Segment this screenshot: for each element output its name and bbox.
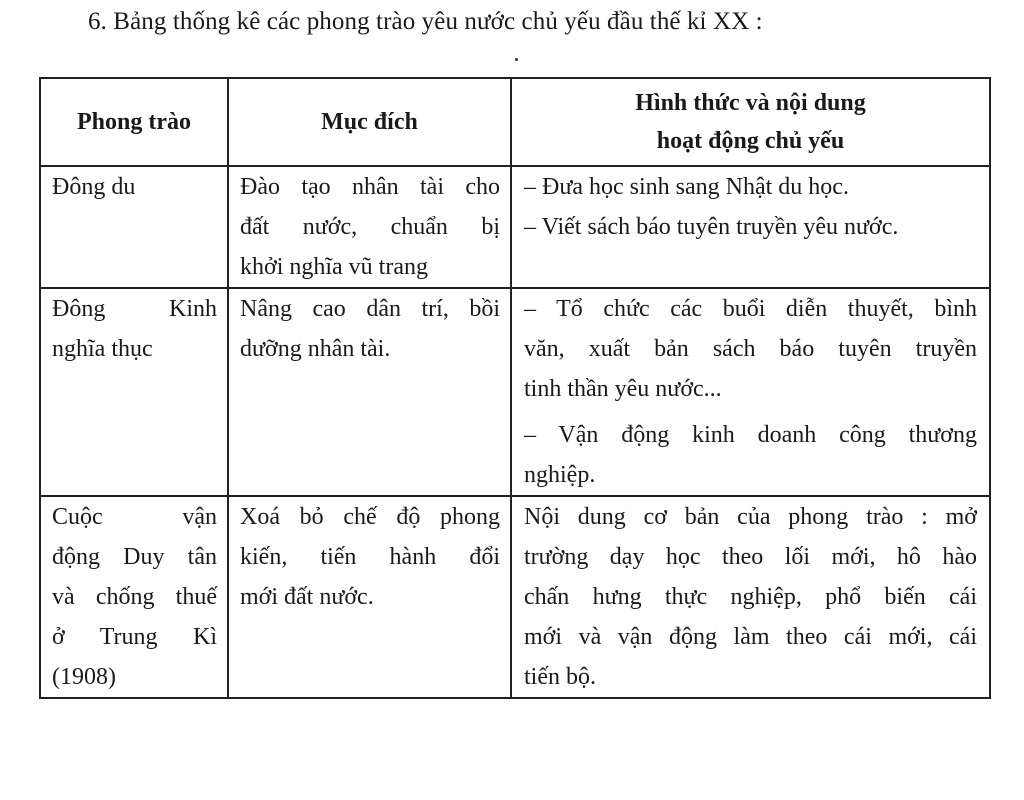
cell-purpose <box>228 496 511 698</box>
cell-movement <box>40 288 228 496</box>
table-row <box>40 288 990 496</box>
text-line: Nâng cao dân trí, bồi <box>240 296 500 322</box>
text-line: Nội dung cơ bản của phong trào : mở <box>524 504 977 530</box>
page-heading: 6. Bảng thống kê các phong trào yêu nước chủ yếu đầu thế kỉ XX : <box>88 8 763 35</box>
text-line: nghĩa thục <box>52 336 153 362</box>
cell-purpose <box>228 288 511 496</box>
text-line: kiến, tiến hành đổi <box>240 544 500 570</box>
text-line: (1908) <box>52 664 116 690</box>
text-line: khởi nghĩa vũ trang <box>240 254 428 280</box>
table-row <box>40 496 990 698</box>
movements-table <box>39 77 991 699</box>
text-line: động Duy tân <box>52 544 217 570</box>
text-line: và chống thuế <box>52 584 217 610</box>
header-content <box>511 78 990 166</box>
text-line: đất nước, chuẩn bị <box>240 214 500 240</box>
text-line: mới đất nước. <box>240 584 374 610</box>
text-line: dưỡng nhân tài. <box>240 336 391 362</box>
cell-movement <box>40 496 228 698</box>
cell-content <box>511 496 990 698</box>
text-line: tinh thần yêu nước... <box>524 376 722 402</box>
table-row <box>40 166 990 288</box>
text-line: Xoá bỏ chế độ phong <box>240 504 500 530</box>
text-line: mới và vận động làm theo cái mới, cái <box>524 624 977 650</box>
text-line: Đào tạo nhân tài cho <box>240 174 500 200</box>
text-line: tiến bộ. <box>524 664 596 690</box>
text-line: – Vận động kinh doanh công thương <box>524 422 977 448</box>
header-movement: Phong trào <box>40 78 228 166</box>
text-line: Đông Kinh <box>52 296 217 322</box>
cell-purpose <box>228 166 511 288</box>
text-line: Cuộc vận <box>52 504 217 530</box>
text-line: nghiệp. <box>524 462 596 488</box>
text-line: trường dạy học theo lối mới, hô hào <box>524 544 977 570</box>
text-line: Đông du <box>52 174 136 200</box>
table-header-row <box>40 78 990 166</box>
text-line: ở Trung Kì <box>52 624 217 650</box>
text-line: văn, xuất bản sách báo tuyên truyền <box>524 336 977 362</box>
cell-content <box>511 166 990 288</box>
text-line: – Viết sách báo tuyên truyền yêu nước. <box>524 214 899 240</box>
header-purpose: Mục đích <box>228 78 511 166</box>
header-content-line: Hình thức và nội dung <box>635 90 866 116</box>
text-line: – Đưa học sinh sang Nhật du học. <box>524 174 849 200</box>
cell-movement <box>40 166 228 288</box>
scan-speck <box>515 58 518 61</box>
header-content-line: hoạt động chủ yếu <box>656 128 845 154</box>
text-line: – Tổ chức các buổi diễn thuyết, bình <box>524 296 977 322</box>
text-line: chấn hưng thực nghiệp, phổ biến cái <box>524 584 977 610</box>
cell-content <box>511 288 990 496</box>
